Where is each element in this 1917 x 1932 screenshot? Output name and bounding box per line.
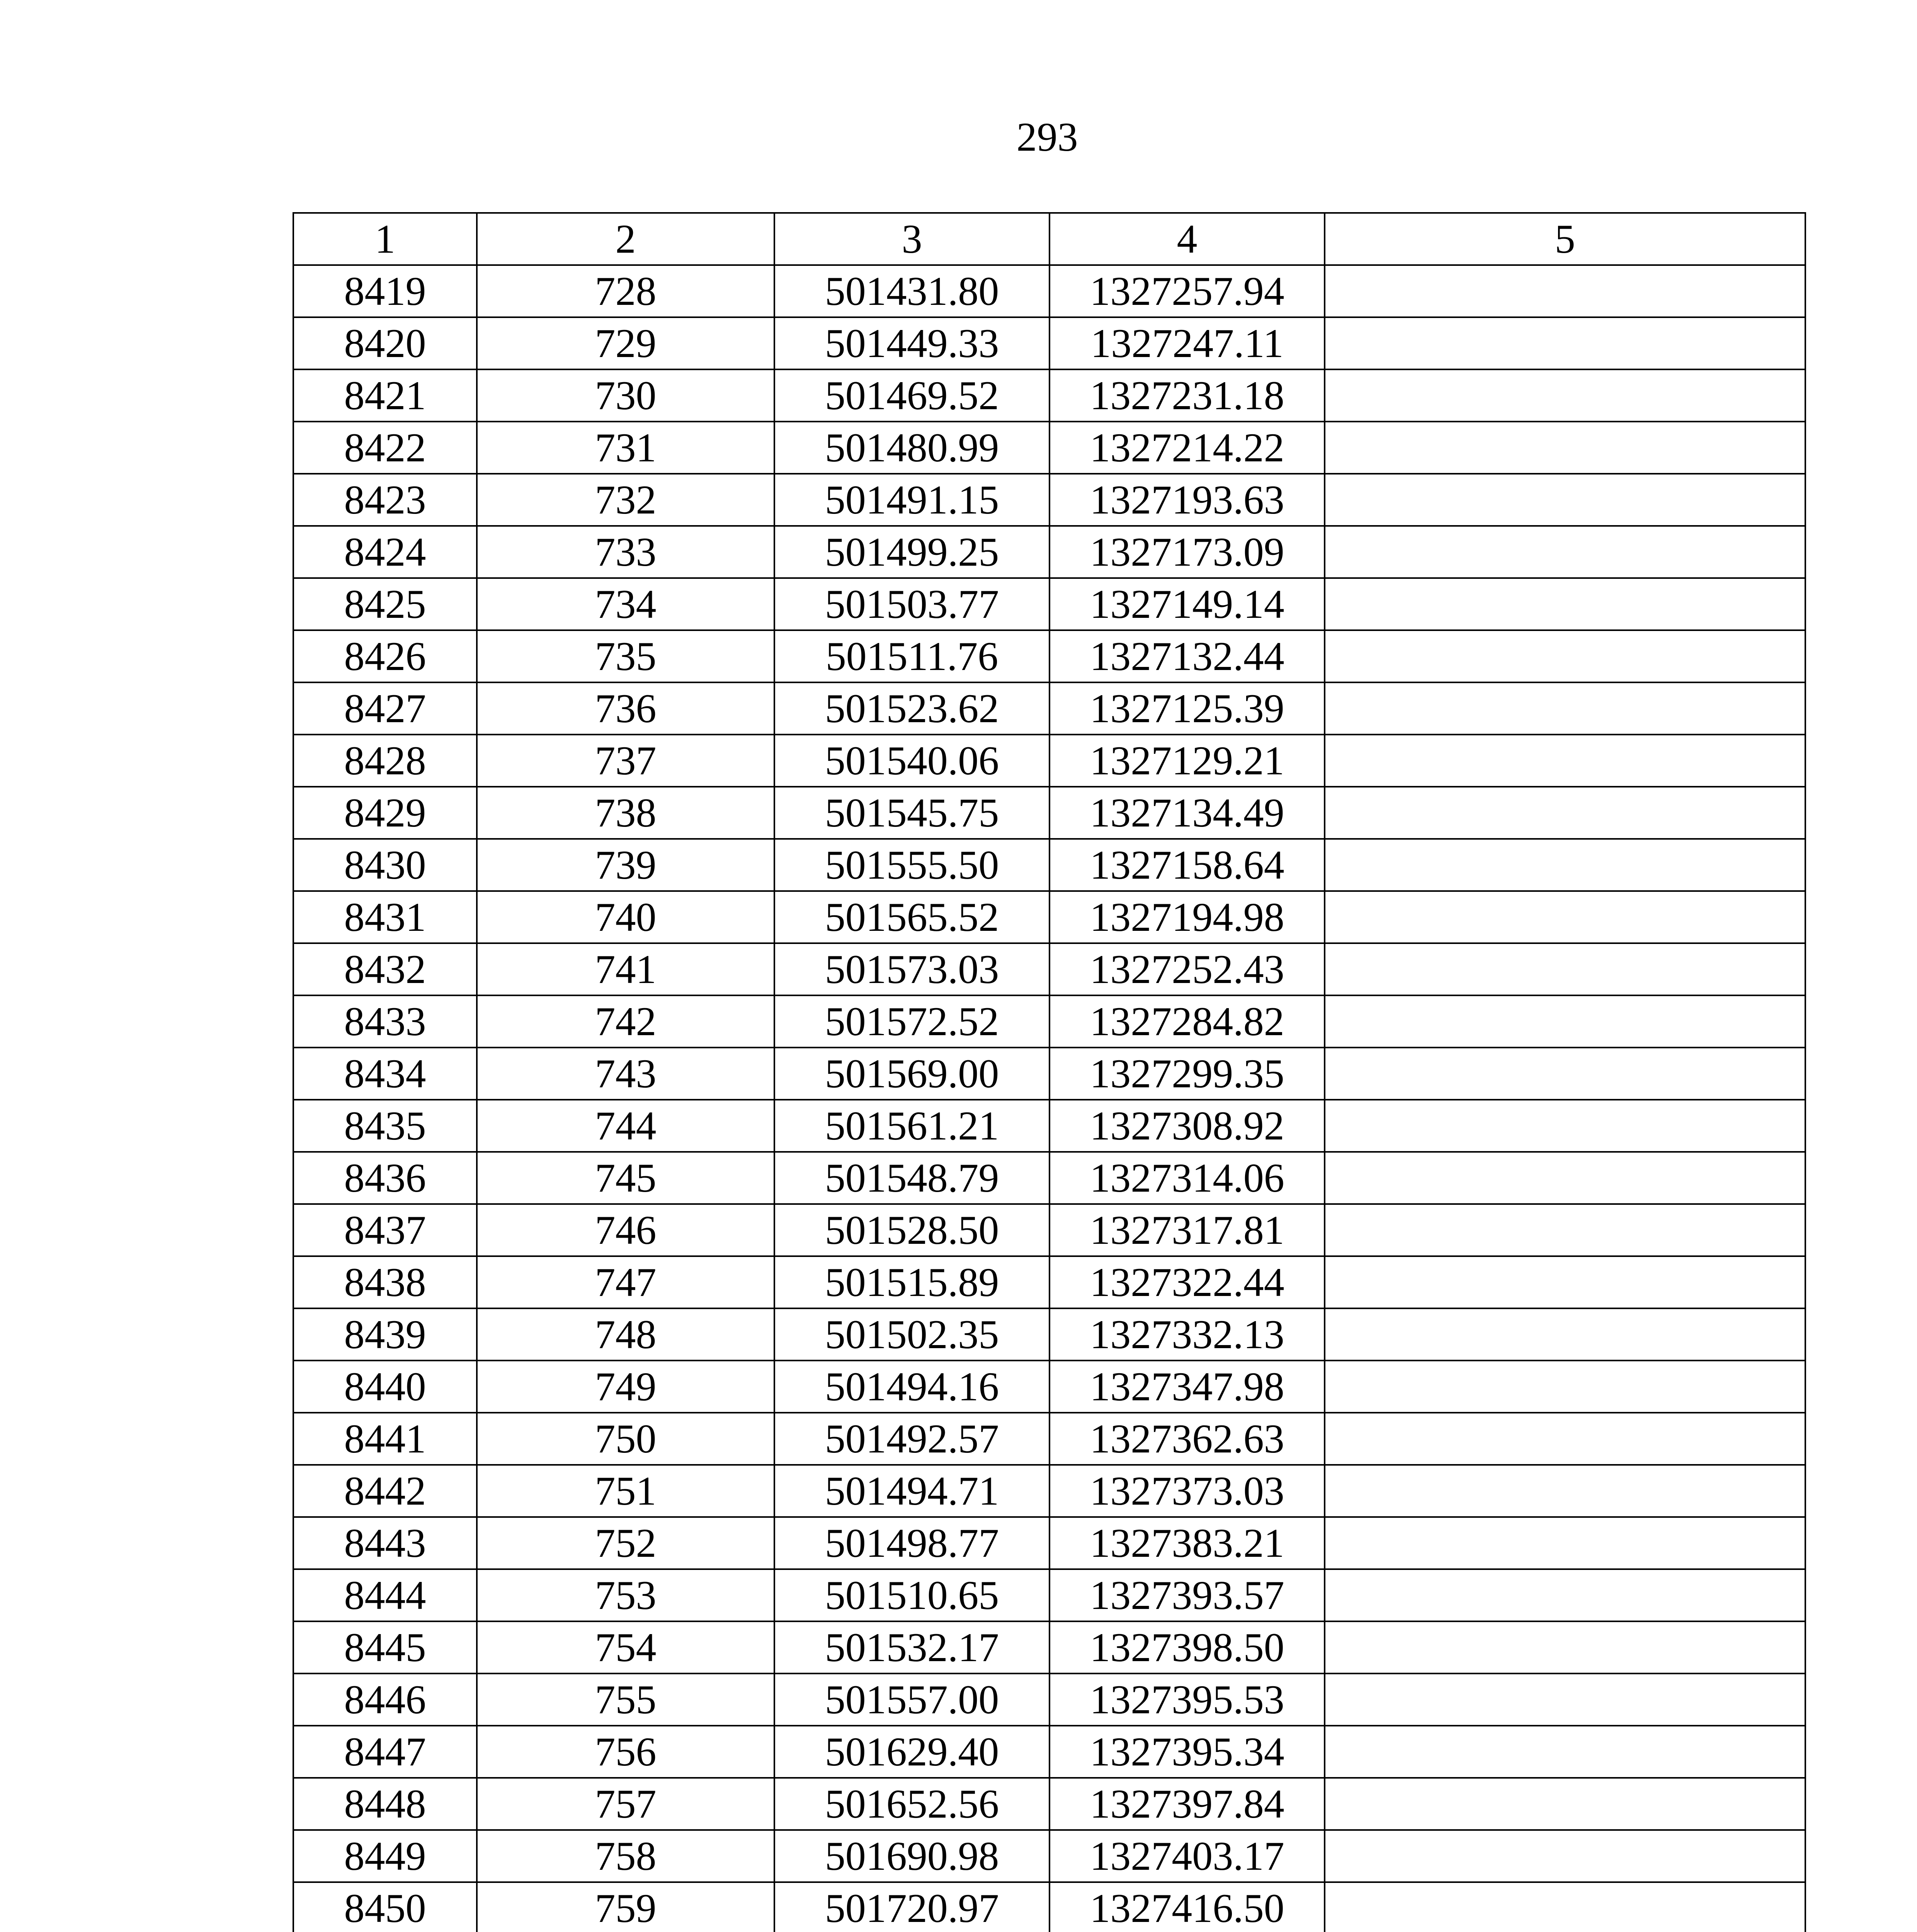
table-cell	[1325, 1361, 1805, 1413]
table-cell: 758	[477, 1830, 774, 1882]
table-cell: 736	[477, 682, 774, 735]
table-cell: 8450	[293, 1882, 477, 1932]
table-cell: 501494.71	[774, 1465, 1050, 1517]
table-row	[293, 1621, 1805, 1673]
table-cell	[1325, 1517, 1805, 1569]
table-body	[293, 265, 1805, 1932]
table-cell	[1325, 1673, 1805, 1726]
table-cell	[1325, 735, 1805, 787]
table-row	[293, 682, 1805, 735]
table-cell: 501498.77	[774, 1517, 1050, 1569]
table-cell: 1327284.82	[1050, 995, 1325, 1048]
table-cell: 743	[477, 1048, 774, 1100]
table-cell: 729	[477, 317, 774, 369]
table-cell: 1327149.14	[1050, 578, 1325, 630]
table-row	[293, 943, 1805, 995]
table-cell: 744	[477, 1100, 774, 1152]
table-cell: 742	[477, 995, 774, 1048]
table-cell: 1327173.09	[1050, 526, 1325, 578]
table-cell: 8439	[293, 1308, 477, 1361]
table-row	[293, 1413, 1805, 1465]
table-row	[293, 995, 1805, 1048]
table-cell: 501545.75	[774, 787, 1050, 839]
table-row	[293, 1778, 1805, 1830]
table-cell: 1327308.92	[1050, 1100, 1325, 1152]
table-cell	[1325, 1048, 1805, 1100]
table-cell: 8445	[293, 1621, 477, 1673]
table-cell	[1325, 1465, 1805, 1517]
table-cell: 1327129.21	[1050, 735, 1325, 787]
table-cell	[1325, 1569, 1805, 1621]
table-cell: 8441	[293, 1413, 477, 1465]
table-cell: 501502.35	[774, 1308, 1050, 1361]
table-cell	[1325, 891, 1805, 943]
table-cell: 756	[477, 1726, 774, 1778]
table-cell: 501557.00	[774, 1673, 1050, 1726]
table-row	[293, 1204, 1805, 1256]
table-cell: 8428	[293, 735, 477, 787]
table-cell	[1325, 1256, 1805, 1308]
table-row	[293, 1465, 1805, 1517]
table-cell: 752	[477, 1517, 774, 1569]
table-cell	[1325, 1830, 1805, 1882]
table-cell: 1327125.39	[1050, 682, 1325, 735]
table-cell: 1327393.57	[1050, 1569, 1325, 1621]
table-cell: 501528.50	[774, 1204, 1050, 1256]
table-cell	[1325, 1308, 1805, 1361]
table-cell	[1325, 943, 1805, 995]
table-row	[293, 1100, 1805, 1152]
table-cell: 1327395.34	[1050, 1726, 1325, 1778]
table-cell: 8426	[293, 630, 477, 682]
table-cell: 8422	[293, 422, 477, 474]
table-cell: 1327231.18	[1050, 369, 1325, 422]
column-header: 1	[293, 213, 477, 265]
column-header: 2	[477, 213, 774, 265]
table-cell: 501515.89	[774, 1256, 1050, 1308]
table-cell	[1325, 317, 1805, 369]
column-header: 4	[1050, 213, 1325, 265]
table-cell: 501629.40	[774, 1726, 1050, 1778]
table-cell: 1327383.21	[1050, 1517, 1325, 1569]
table-cell: 749	[477, 1361, 774, 1413]
table-cell: 734	[477, 578, 774, 630]
table-cell: 1327247.11	[1050, 317, 1325, 369]
table-row	[293, 1830, 1805, 1882]
table-cell: 501561.21	[774, 1100, 1050, 1152]
table-cell: 8419	[293, 265, 477, 317]
table-cell: 745	[477, 1152, 774, 1204]
table-cell: 8427	[293, 682, 477, 735]
table-cell: 501555.50	[774, 839, 1050, 891]
table-row	[293, 891, 1805, 943]
table-cell	[1325, 369, 1805, 422]
table-row	[293, 839, 1805, 891]
table-row	[293, 1673, 1805, 1726]
table-cell: 8429	[293, 787, 477, 839]
table-cell: 8423	[293, 474, 477, 526]
table-cell: 501499.25	[774, 526, 1050, 578]
table-cell: 501573.03	[774, 943, 1050, 995]
table-cell: 8437	[293, 1204, 477, 1256]
table-cell: 1327347.98	[1050, 1361, 1325, 1413]
table-row	[293, 1882, 1805, 1932]
table-cell: 739	[477, 839, 774, 891]
table-cell: 8449	[293, 1830, 477, 1882]
table-cell: 1327398.50	[1050, 1621, 1325, 1673]
table-cell: 501569.00	[774, 1048, 1050, 1100]
table-row	[293, 578, 1805, 630]
table-row	[293, 1308, 1805, 1361]
table-cell: 501431.80	[774, 265, 1050, 317]
table-cell: 1327332.13	[1050, 1308, 1325, 1361]
table-cell	[1325, 787, 1805, 839]
table-row	[293, 422, 1805, 474]
table-cell: 738	[477, 787, 774, 839]
table-cell: 751	[477, 1465, 774, 1517]
table-cell	[1325, 1100, 1805, 1152]
table-cell: 501503.77	[774, 578, 1050, 630]
table-cell: 8421	[293, 369, 477, 422]
table-cell: 501523.62	[774, 682, 1050, 735]
table-cell: 501494.16	[774, 1361, 1050, 1413]
table-row	[293, 630, 1805, 682]
page-number: 293	[1016, 114, 1078, 160]
table-cell: 501690.98	[774, 1830, 1050, 1882]
table-cell: 1327395.53	[1050, 1673, 1325, 1726]
table-row	[293, 1726, 1805, 1778]
table-cell: 501511.76	[774, 630, 1050, 682]
table-cell: 1327403.17	[1050, 1830, 1325, 1882]
table-cell	[1325, 630, 1805, 682]
table-cell	[1325, 1204, 1805, 1256]
table-cell	[1325, 682, 1805, 735]
table-cell: 731	[477, 422, 774, 474]
table-cell: 8434	[293, 1048, 477, 1100]
table-header-row	[293, 213, 1805, 265]
table-cell: 728	[477, 265, 774, 317]
table-cell: 1327317.81	[1050, 1204, 1325, 1256]
table-cell: 757	[477, 1778, 774, 1830]
table-cell: 501572.52	[774, 995, 1050, 1048]
table-row	[293, 265, 1805, 317]
table-cell: 501492.57	[774, 1413, 1050, 1465]
table-cell: 501449.33	[774, 317, 1050, 369]
column-header: 3	[774, 213, 1050, 265]
table-cell: 8438	[293, 1256, 477, 1308]
table-cell: 1327416.50	[1050, 1882, 1325, 1932]
table-cell: 8447	[293, 1726, 477, 1778]
table-cell: 1327314.06	[1050, 1152, 1325, 1204]
table-cell: 8440	[293, 1361, 477, 1413]
table-cell: 737	[477, 735, 774, 787]
table-row	[293, 1256, 1805, 1308]
table-cell: 8446	[293, 1673, 477, 1726]
coordinates-table	[293, 212, 1806, 1932]
table-cell: 8420	[293, 317, 477, 369]
table-cell	[1325, 839, 1805, 891]
table-cell: 1327299.35	[1050, 1048, 1325, 1100]
table-cell: 741	[477, 943, 774, 995]
table-cell: 746	[477, 1204, 774, 1256]
table-cell	[1325, 526, 1805, 578]
table-cell: 501652.56	[774, 1778, 1050, 1830]
table-cell: 735	[477, 630, 774, 682]
table-cell: 733	[477, 526, 774, 578]
table-cell	[1325, 995, 1805, 1048]
table-cell: 8442	[293, 1465, 477, 1517]
table-cell	[1325, 265, 1805, 317]
table-cell: 753	[477, 1569, 774, 1621]
table-row	[293, 526, 1805, 578]
table-cell	[1325, 1726, 1805, 1778]
table-cell: 8430	[293, 839, 477, 891]
table-cell: 501480.99	[774, 422, 1050, 474]
table-row	[293, 369, 1805, 422]
table-cell	[1325, 1413, 1805, 1465]
table-cell: 1327193.63	[1050, 474, 1325, 526]
table-row	[293, 1048, 1805, 1100]
table-cell: 730	[477, 369, 774, 422]
table-cell: 1327214.22	[1050, 422, 1325, 474]
table-cell: 755	[477, 1673, 774, 1726]
table-cell: 1327252.43	[1050, 943, 1325, 995]
table-cell: 501565.52	[774, 891, 1050, 943]
table-cell: 740	[477, 891, 774, 943]
table-row	[293, 1361, 1805, 1413]
table-cell: 1327373.03	[1050, 1465, 1325, 1517]
table-row	[293, 1569, 1805, 1621]
table-cell: 8424	[293, 526, 477, 578]
table-cell: 501540.06	[774, 735, 1050, 787]
table-cell: 1327194.98	[1050, 891, 1325, 943]
table-cell: 1327322.44	[1050, 1256, 1325, 1308]
table-cell	[1325, 578, 1805, 630]
table-cell: 8425	[293, 578, 477, 630]
table-row	[293, 735, 1805, 787]
table-cell: 8432	[293, 943, 477, 995]
table-cell: 732	[477, 474, 774, 526]
table-cell: 8443	[293, 1517, 477, 1569]
table-row	[293, 474, 1805, 526]
table-cell: 1327132.44	[1050, 630, 1325, 682]
table-cell	[1325, 1778, 1805, 1830]
table-cell: 747	[477, 1256, 774, 1308]
table-cell	[1325, 1621, 1805, 1673]
table-cell: 1327257.94	[1050, 265, 1325, 317]
table-cell: 1327158.64	[1050, 839, 1325, 891]
table-cell: 8448	[293, 1778, 477, 1830]
table-cell: 501469.52	[774, 369, 1050, 422]
table-cell: 8435	[293, 1100, 477, 1152]
table-cell: 750	[477, 1413, 774, 1465]
table-cell: 1327362.63	[1050, 1413, 1325, 1465]
table-cell: 8436	[293, 1152, 477, 1204]
table-cell	[1325, 422, 1805, 474]
table-cell: 1327134.49	[1050, 787, 1325, 839]
column-header: 5	[1325, 213, 1805, 265]
table-cell: 501491.15	[774, 474, 1050, 526]
table-row	[293, 1517, 1805, 1569]
table-cell: 8433	[293, 995, 477, 1048]
table-cell: 748	[477, 1308, 774, 1361]
table-cell: 1327397.84	[1050, 1778, 1325, 1830]
table-cell	[1325, 474, 1805, 526]
table-cell: 8431	[293, 891, 477, 943]
table-cell	[1325, 1152, 1805, 1204]
table-cell	[1325, 1882, 1805, 1932]
table-cell: 501510.65	[774, 1569, 1050, 1621]
table-cell: 501720.97	[774, 1882, 1050, 1932]
table-row	[293, 787, 1805, 839]
table-cell: 501548.79	[774, 1152, 1050, 1204]
table-row	[293, 317, 1805, 369]
table-cell: 759	[477, 1882, 774, 1932]
table-row	[293, 1152, 1805, 1204]
table-cell: 501532.17	[774, 1621, 1050, 1673]
table-cell: 754	[477, 1621, 774, 1673]
table-cell: 8444	[293, 1569, 477, 1621]
